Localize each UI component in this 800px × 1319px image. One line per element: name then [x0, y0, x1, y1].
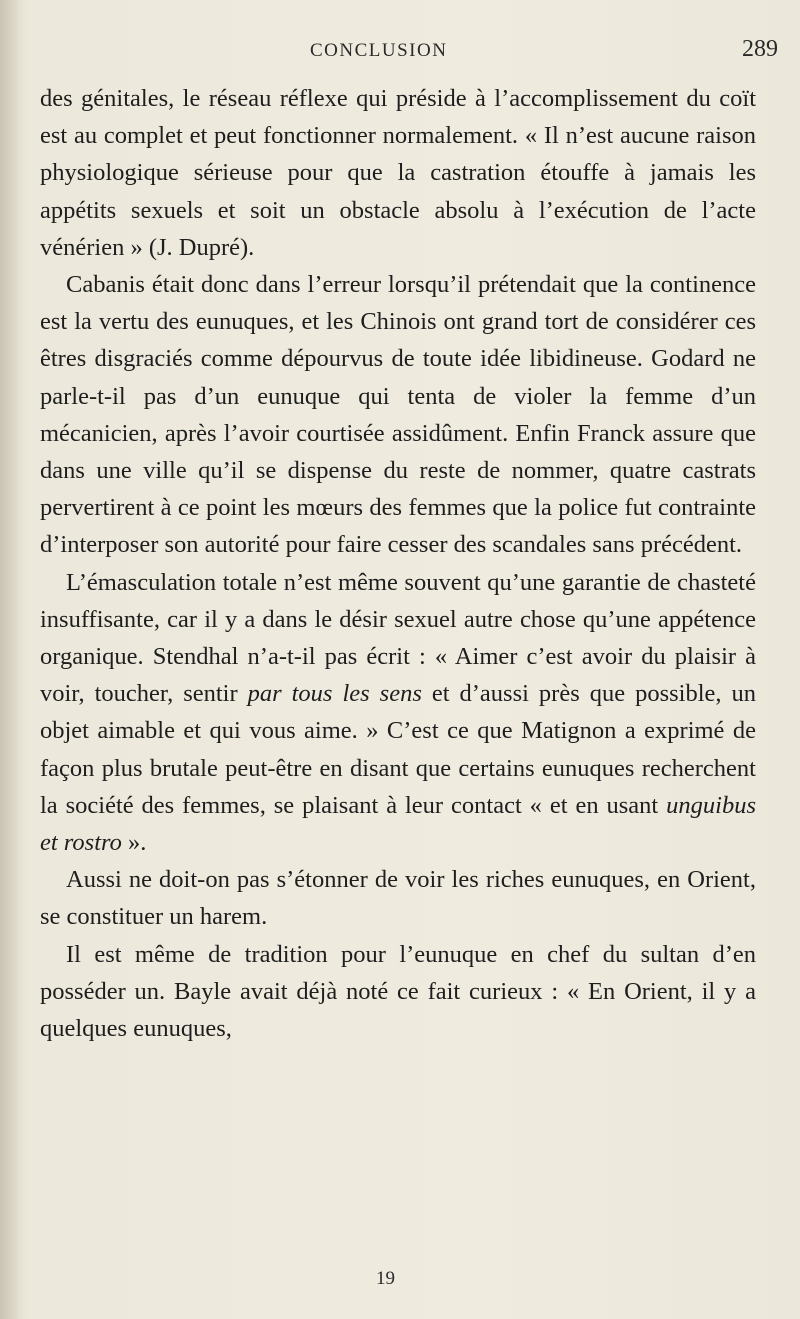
running-head [0, 36, 800, 66]
paragraph-5: Il est même de tradition pour l’eunuque en chef du sultan d’en posséder un. Bayle avait déjà noté ce fait curieux : « En Orient, il y a quelques eunuques, [40, 940, 756, 1043]
paragraph-3-part-2: et d’aussi près que possible, un objet aimable et qui vous aime. » C’est ce que Matignon a exprimé de façon plus brutale peut-être en disant que certains eunuques recherchent la société des femmes, se plaisant à leur contact « et en usant [40, 680, 756, 819]
paragraph-4: Aussi ne doit-on pas s’étonner de voir les riches eunuques, en Orient, se constituer un harem. [40, 866, 756, 931]
paragraph-3-part-3: ». [121, 829, 147, 857]
paragraph-3-part-1: L’émasculation totale n’est même souvent qu’une garantie de chasteté insuffisante, car il y a dans le désir sexuel autre chose qu’une appétence organique. Stendhal n’a-t-il pas écrit : « Aimer c’est avoir du plaisir à voir, toucher, sentir [40, 568, 756, 708]
page-number: 289 [742, 36, 778, 62]
paragraph-1: des génitales, le réseau réflexe qui préside à l’accomplissement du coït est au complet et peut fonctionner normalement. « Il n’est aucune raison physiologique sérieuse pour que la castration étouffe à jamais les appétits sexuels et soit un obstacle absolu à l’exécution de l’acte vénérien » (J. Dupré). [40, 85, 756, 261]
paragraph-2: Cabanis était donc dans l’erreur lorsqu’il prétendait que la continence est la vertu des eunuques, et les Chinois ont grand tort de considérer ces êtres disgraciés comme dépourvus de toute idée libidineuse. Godard ne parle-t-il pas d’un eunuque qui tenta de violer la femme d’un mécanicien, après l’avoir courtisée assidûment. Enfin Franck assure que dans une ville qu’il se dispense du reste de nommer, quatre castrats pervertirent à ce point les mœurs des femmes que la police fut contrainte d’interposer son autorité pour faire cesser des scandales sans précédent. [40, 271, 756, 559]
paragraph-3-italic-1: par tous les sens [247, 680, 422, 708]
binding-edge [0, 0, 18, 1319]
running-head-title: CONCLUSION [310, 40, 448, 61]
body-text [40, 80, 756, 1047]
signature-mark: 19 [376, 1268, 395, 1289]
paragraph-3 [40, 564, 756, 862]
paragraph-3-italic-2: unguibus et rostro [40, 791, 756, 857]
